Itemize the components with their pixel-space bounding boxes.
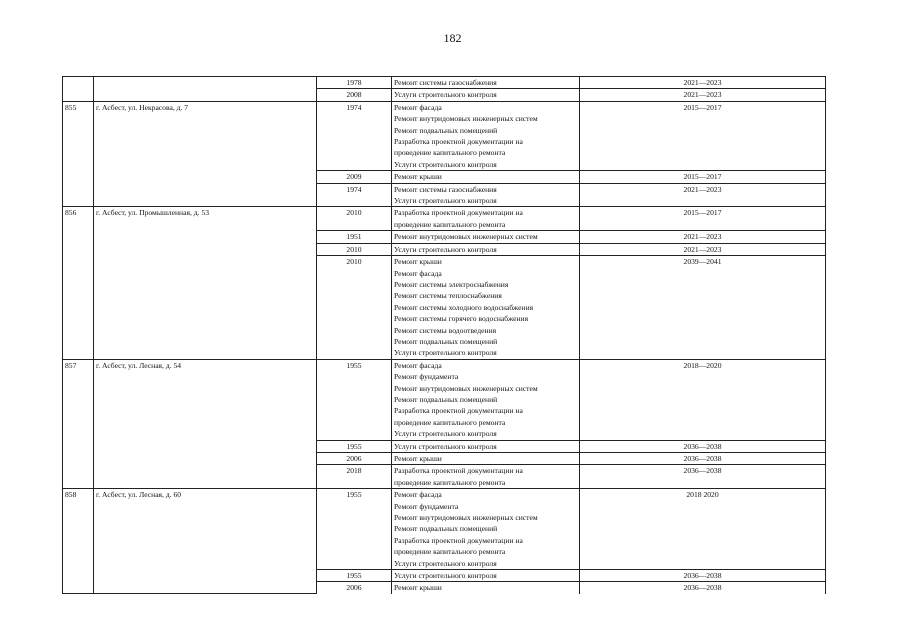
work-item: Ремонт фасада xyxy=(394,360,442,370)
address-cell: г. Асбест, ул. Лесная, д. 54 xyxy=(94,359,317,488)
work-item: Разработка проектной документации на xyxy=(394,137,523,147)
work-item: Ремонт внутридомовых инженерных систем xyxy=(394,114,538,124)
year-cell: 1974 xyxy=(317,183,392,207)
year-cell: 1955 xyxy=(317,440,392,452)
work-item: Услуги строительного контроля xyxy=(394,571,497,581)
object-number-cell: 855 xyxy=(63,101,94,207)
work-type-cell xyxy=(392,256,580,360)
address-cell xyxy=(94,77,317,102)
year-cell: 2018 xyxy=(317,465,392,489)
work-item: Ремонт системы теплоснабжения xyxy=(394,291,502,301)
work-item: Услуги строительного контроля xyxy=(394,348,497,358)
work-type-cell xyxy=(392,465,580,489)
work-item: Услуги строительного контроля xyxy=(394,90,497,100)
year-cell: 2010 xyxy=(317,243,392,255)
object-number-cell xyxy=(63,77,94,102)
work-item: проведение капитального ремонта xyxy=(394,148,506,158)
work-item: Ремонт внутридомовых инженерных систем xyxy=(394,513,538,523)
work-type-cell xyxy=(392,89,580,101)
work-item: Ремонт подвальных помещений xyxy=(394,394,498,404)
year-cell: 2008 xyxy=(317,89,392,101)
work-item: Услуги строительного контроля xyxy=(394,244,497,254)
object-number-cell: 857 xyxy=(63,359,94,488)
year-cell: 1955 xyxy=(317,489,392,570)
planned-period-cell: 2036—2038 xyxy=(580,582,826,594)
work-item: Ремонт системы электроснабжения xyxy=(394,279,509,289)
year-cell: 2006 xyxy=(317,582,392,594)
planned-period-cell: 2021—2023 xyxy=(580,243,826,255)
work-item: Ремонт системы холодного водоснабжения xyxy=(394,302,534,312)
planned-period-cell: 2036—2038 xyxy=(580,465,826,489)
work-item: Ремонт системы газоснабжения xyxy=(394,78,497,87)
year-cell: 2009 xyxy=(317,171,392,183)
work-item: Ремонт внутридомовых инженерных систем xyxy=(394,232,538,242)
work-type-cell xyxy=(392,183,580,207)
work-type-cell xyxy=(392,77,580,89)
work-item: Услуги строительного контроля xyxy=(394,441,497,451)
work-item: Ремонт фасада xyxy=(394,268,442,278)
work-item: Ремонт подвальных помещений xyxy=(394,336,498,346)
work-type-cell xyxy=(392,489,580,570)
year-cell: 1974 xyxy=(317,101,392,170)
address-cell: г. Асбест, ул. Промышленная, д. 53 xyxy=(94,207,317,359)
work-item: Разработка проектной документации на xyxy=(394,466,523,476)
work-item: Разработка проектной документации на xyxy=(394,208,523,218)
work-item: Ремонт внутридомовых инженерных систем xyxy=(394,383,538,393)
year-cell: 2010 xyxy=(317,207,392,231)
work-item: Ремонт крыши xyxy=(394,583,442,593)
work-item: Ремонт подвальных помещений xyxy=(394,524,498,534)
work-type-cell xyxy=(392,570,580,582)
planned-period-cell: 2015—2017 xyxy=(580,171,826,183)
year-cell: 2006 xyxy=(317,453,392,465)
work-type-cell xyxy=(392,171,580,183)
planned-period-cell: 2021—2023 xyxy=(580,77,826,89)
work-item: Услуги строительного контроля xyxy=(394,196,497,206)
address-cell: г. Асбест, ул. Некрасова, д. 7 xyxy=(94,101,317,207)
work-item: Ремонт фасада xyxy=(394,102,442,112)
planned-period-cell: 2021—2023 xyxy=(580,89,826,101)
work-item: Разработка проектной документации на xyxy=(394,406,523,416)
planned-period-cell: 2021—2023 xyxy=(580,183,826,207)
work-item: Услуги строительного контроля xyxy=(394,429,497,439)
planned-period-cell: 2015—2017 xyxy=(580,101,826,170)
planned-period-cell: 2036—2038 xyxy=(580,570,826,582)
work-type-cell xyxy=(392,207,580,231)
work-item: Ремонт системы газоснабжения xyxy=(394,184,497,194)
capital-repair-table xyxy=(62,76,826,594)
object-number-cell: 856 xyxy=(63,207,94,359)
work-item: Услуги строительного контроля xyxy=(394,558,497,568)
work-item: Ремонт фундамента xyxy=(394,372,459,382)
work-item: проведение капитального ремонта xyxy=(394,219,506,229)
year-cell: 1955 xyxy=(317,570,392,582)
year-cell: 2010 xyxy=(317,256,392,360)
work-item: проведение капитального ремонта xyxy=(394,417,506,427)
planned-period-cell: 2021—2023 xyxy=(580,231,826,243)
work-item: проведение капитального ремонта xyxy=(394,477,506,487)
year-cell: 1978 xyxy=(317,77,392,89)
year-cell: 1955 xyxy=(317,359,392,440)
work-type-cell xyxy=(392,582,580,594)
planned-period-cell: 2015—2017 xyxy=(580,207,826,231)
work-item: проведение капитального ремонта xyxy=(394,547,506,557)
work-item: Ремонт системы горячего водоснабжения xyxy=(394,314,529,324)
work-type-cell xyxy=(392,101,580,170)
work-item: Ремонт крыши xyxy=(394,257,442,267)
table-row xyxy=(63,207,826,231)
address-cell: г. Асбест, ул. Лесная, д. 60 xyxy=(94,489,317,594)
table-row xyxy=(63,77,826,89)
work-item: Разработка проектной документации на xyxy=(394,535,523,545)
work-item: Ремонт системы водоотведения xyxy=(394,325,497,335)
work-item: Услуги строительного контроля xyxy=(394,159,497,169)
year-cell: 1951 xyxy=(317,231,392,243)
work-item: Ремонт фасада xyxy=(394,490,442,500)
work-item: Ремонт фундамента xyxy=(394,501,459,511)
work-type-cell xyxy=(392,453,580,465)
planned-period-cell: 2018 2020 xyxy=(580,489,826,570)
work-type-cell xyxy=(392,243,580,255)
planned-period-cell: 2018—2020 xyxy=(580,359,826,440)
planned-period-cell: 2036—2038 xyxy=(580,440,826,452)
table-row xyxy=(63,489,826,570)
table-row xyxy=(63,359,826,440)
page-number: 182 xyxy=(443,31,462,45)
table-row xyxy=(63,101,826,170)
work-item: Ремонт подвальных помещений xyxy=(394,125,498,135)
work-item: Ремонт крыши xyxy=(394,454,442,463)
table-body xyxy=(63,77,826,594)
work-type-cell xyxy=(392,359,580,440)
object-number-cell: 858 xyxy=(63,489,94,594)
work-item: Ремонт крыши xyxy=(394,172,442,182)
work-type-cell xyxy=(392,440,580,452)
work-type-cell xyxy=(392,231,580,243)
planned-period-cell: 2036—2038 xyxy=(580,453,826,465)
planned-period-cell: 2039—2041 xyxy=(580,256,826,360)
